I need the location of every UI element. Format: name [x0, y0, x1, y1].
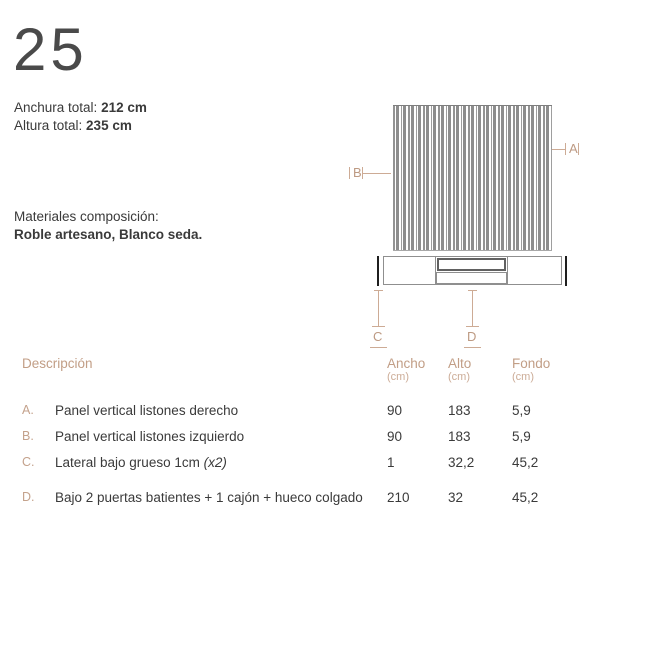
callout-d-letter: D: [467, 329, 477, 344]
callout-b-letter: B: [353, 165, 362, 180]
row-a-alto: 183: [448, 402, 471, 418]
row-a-letter: A.: [22, 403, 34, 417]
cabinet-niche-drawing: [437, 258, 506, 271]
row-c-letter: C.: [22, 455, 35, 469]
column-header-fondo: [512, 356, 594, 384]
row-a-description: [55, 402, 387, 419]
row-b-letter: B.: [22, 429, 34, 443]
column-header-ancho-name: Ancho: [387, 356, 426, 371]
row-b-alto: 183: [448, 428, 471, 444]
callout-b-bar-1: [349, 167, 350, 179]
row-c-description: [55, 454, 387, 471]
row-c-description-text: Lateral bajo grueso 1cm: [55, 454, 200, 470]
row-a-ancho: 90: [387, 402, 403, 418]
row-d-alto: 32: [448, 489, 464, 505]
column-header-ancho: [387, 356, 448, 384]
row-a-fondo: 5,9: [512, 402, 531, 418]
row-c-alto: 32,2: [448, 454, 475, 470]
row-c-ancho: 1: [387, 454, 395, 470]
row-b-fondo: 5,9: [512, 428, 531, 444]
slatted-panel-drawing: [393, 105, 552, 251]
total-width-value: 212 cm: [101, 100, 147, 115]
spec-table-header: [22, 356, 594, 384]
column-header-description: Descripción: [22, 356, 93, 371]
column-header-ancho-unit: (cm): [387, 371, 409, 383]
total-dimensions: [14, 99, 147, 135]
row-b-ancho: 90: [387, 428, 403, 444]
callout-c-tbar: [372, 326, 385, 327]
total-width-line: [14, 99, 147, 117]
total-width-label: Anchura total:: [14, 100, 102, 115]
callout-a-line: [552, 149, 565, 150]
callout-c-letter: C: [373, 329, 383, 344]
row-b-description-text: Panel vertical listones izquierdo: [55, 428, 245, 444]
callout-d-leader: [472, 290, 473, 327]
cabinet-lateral-left: [377, 256, 379, 286]
materials-label: Materiales composición:: [14, 209, 159, 224]
materials-value: Roble artesano, Blanco seda.: [14, 226, 203, 242]
callout-d-tbar: [466, 326, 479, 327]
column-header-fondo-name: Fondo: [512, 356, 551, 371]
callout-c-leader: [378, 290, 379, 327]
column-header-alto-unit: (cm): [448, 371, 470, 383]
total-height-value: 235 cm: [86, 118, 132, 133]
callout-b-line: [363, 173, 391, 174]
callout-a-letter: A: [569, 141, 578, 156]
table-row-d: [22, 475, 594, 519]
row-d-description: [55, 489, 387, 506]
materials-block: [14, 208, 202, 243]
spec-table: [22, 356, 594, 519]
table-row-b: [22, 423, 594, 449]
row-a-description-text: Panel vertical listones derecho: [55, 402, 239, 418]
cabinet-drawer-drawing: [436, 272, 507, 284]
column-header-fondo-unit: (cm): [512, 371, 534, 383]
row-c-description-suffix: (x2): [199, 454, 227, 470]
row-d-fondo: 45,2: [512, 489, 539, 505]
callout-a-bar-2: [578, 143, 579, 155]
cabinet-divider-right: [507, 256, 508, 285]
cabinet-lateral-right: [565, 256, 567, 286]
table-row-a: [22, 397, 594, 423]
row-c-fondo: 45,2: [512, 454, 539, 470]
callout-c-underline: [370, 347, 387, 348]
column-header-alto-name: Alto: [448, 356, 472, 371]
callout-a-bar-1: [565, 143, 566, 155]
page-number: 25: [13, 16, 88, 83]
column-header-alto: [448, 356, 512, 384]
row-d-letter: D.: [22, 490, 35, 504]
table-row-c: [22, 449, 594, 475]
row-d-description-text: Bajo 2 puertas batientes + 1 cajón + hueco colgado: [55, 489, 363, 505]
total-height-line: [14, 117, 147, 135]
row-b-description: [55, 428, 387, 445]
row-d-ancho: 210: [387, 489, 410, 505]
callout-d-underline: [464, 347, 481, 348]
total-height-label: Altura total:: [14, 118, 87, 133]
